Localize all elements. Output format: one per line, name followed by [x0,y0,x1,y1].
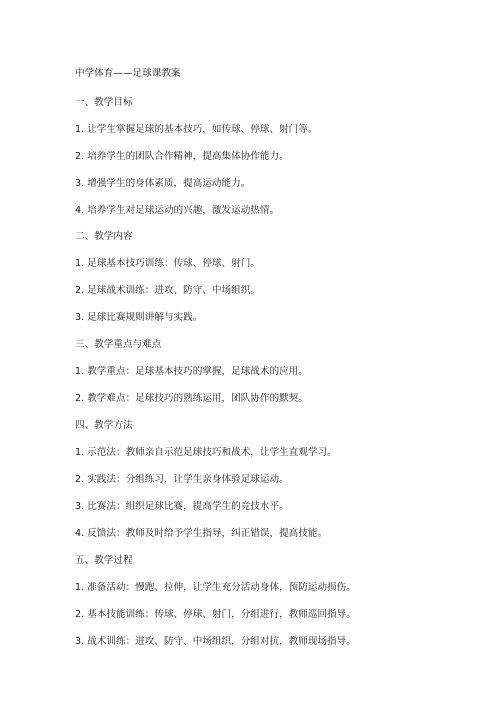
list-item: 2. 培养学生的团队合作精神，提高集体协作能力。 [75,151,289,162]
list-item: 2. 实践法：分组练习，让学生亲身体验足球运动。 [75,474,289,485]
list-item: 1. 让学生掌握足球的基本技巧，如传球、停球、射门等。 [75,124,318,135]
list-item: 2. 基本技能训练：传球、停球、射门，分组进行，教师巡回指导。 [75,609,356,620]
section-heading-process: 五、教学过程 [75,555,133,566]
list-item: 3. 足球比赛规则讲解与实践。 [75,312,203,323]
list-item: 2. 教学难点：足球技巧的熟练运用，团队协作的默契。 [75,393,308,404]
list-item: 1. 教学重点：足球基本技巧的掌握，足球战术的应用。 [75,366,308,377]
list-item: 3. 比赛法：组织足球比赛，提高学生的竞技水平。 [75,501,289,512]
list-item: 4. 培养学生对足球运动的兴趣，激发运动热情。 [75,205,280,216]
document-title: 中学体育——足球课教案 [75,68,181,79]
section-heading-key-points: 三、教学重点与难点 [75,339,162,350]
list-item: 4. 反馈法：教师及时给予学生指导，纠正错误，提高技能。 [75,528,328,539]
list-item: 1. 准备活动：慢跑、拉伸，让学生充分活动身体，预防运动损伤。 [75,582,356,593]
list-item: 3. 增强学生的身体素质，提高运动能力。 [75,178,251,189]
list-item: 1. 足球基本技巧训练：传球、停球、射门。 [75,258,260,269]
list-item: 1. 示范法：教师亲自示范足球技巧和战术，让学生直观学习。 [75,447,337,458]
section-heading-objectives: 一、教学目标 [75,97,133,108]
section-heading-methods: 四、教学方法 [75,420,133,431]
list-item: 3. 战术训练：进攻、防守、中场组织，分组对抗，教师现场指导。 [75,636,356,647]
list-item: 2. 足球战术训练：进攻、防守、中场组织。 [75,285,260,296]
section-heading-content: 二、教学内容 [75,231,133,242]
